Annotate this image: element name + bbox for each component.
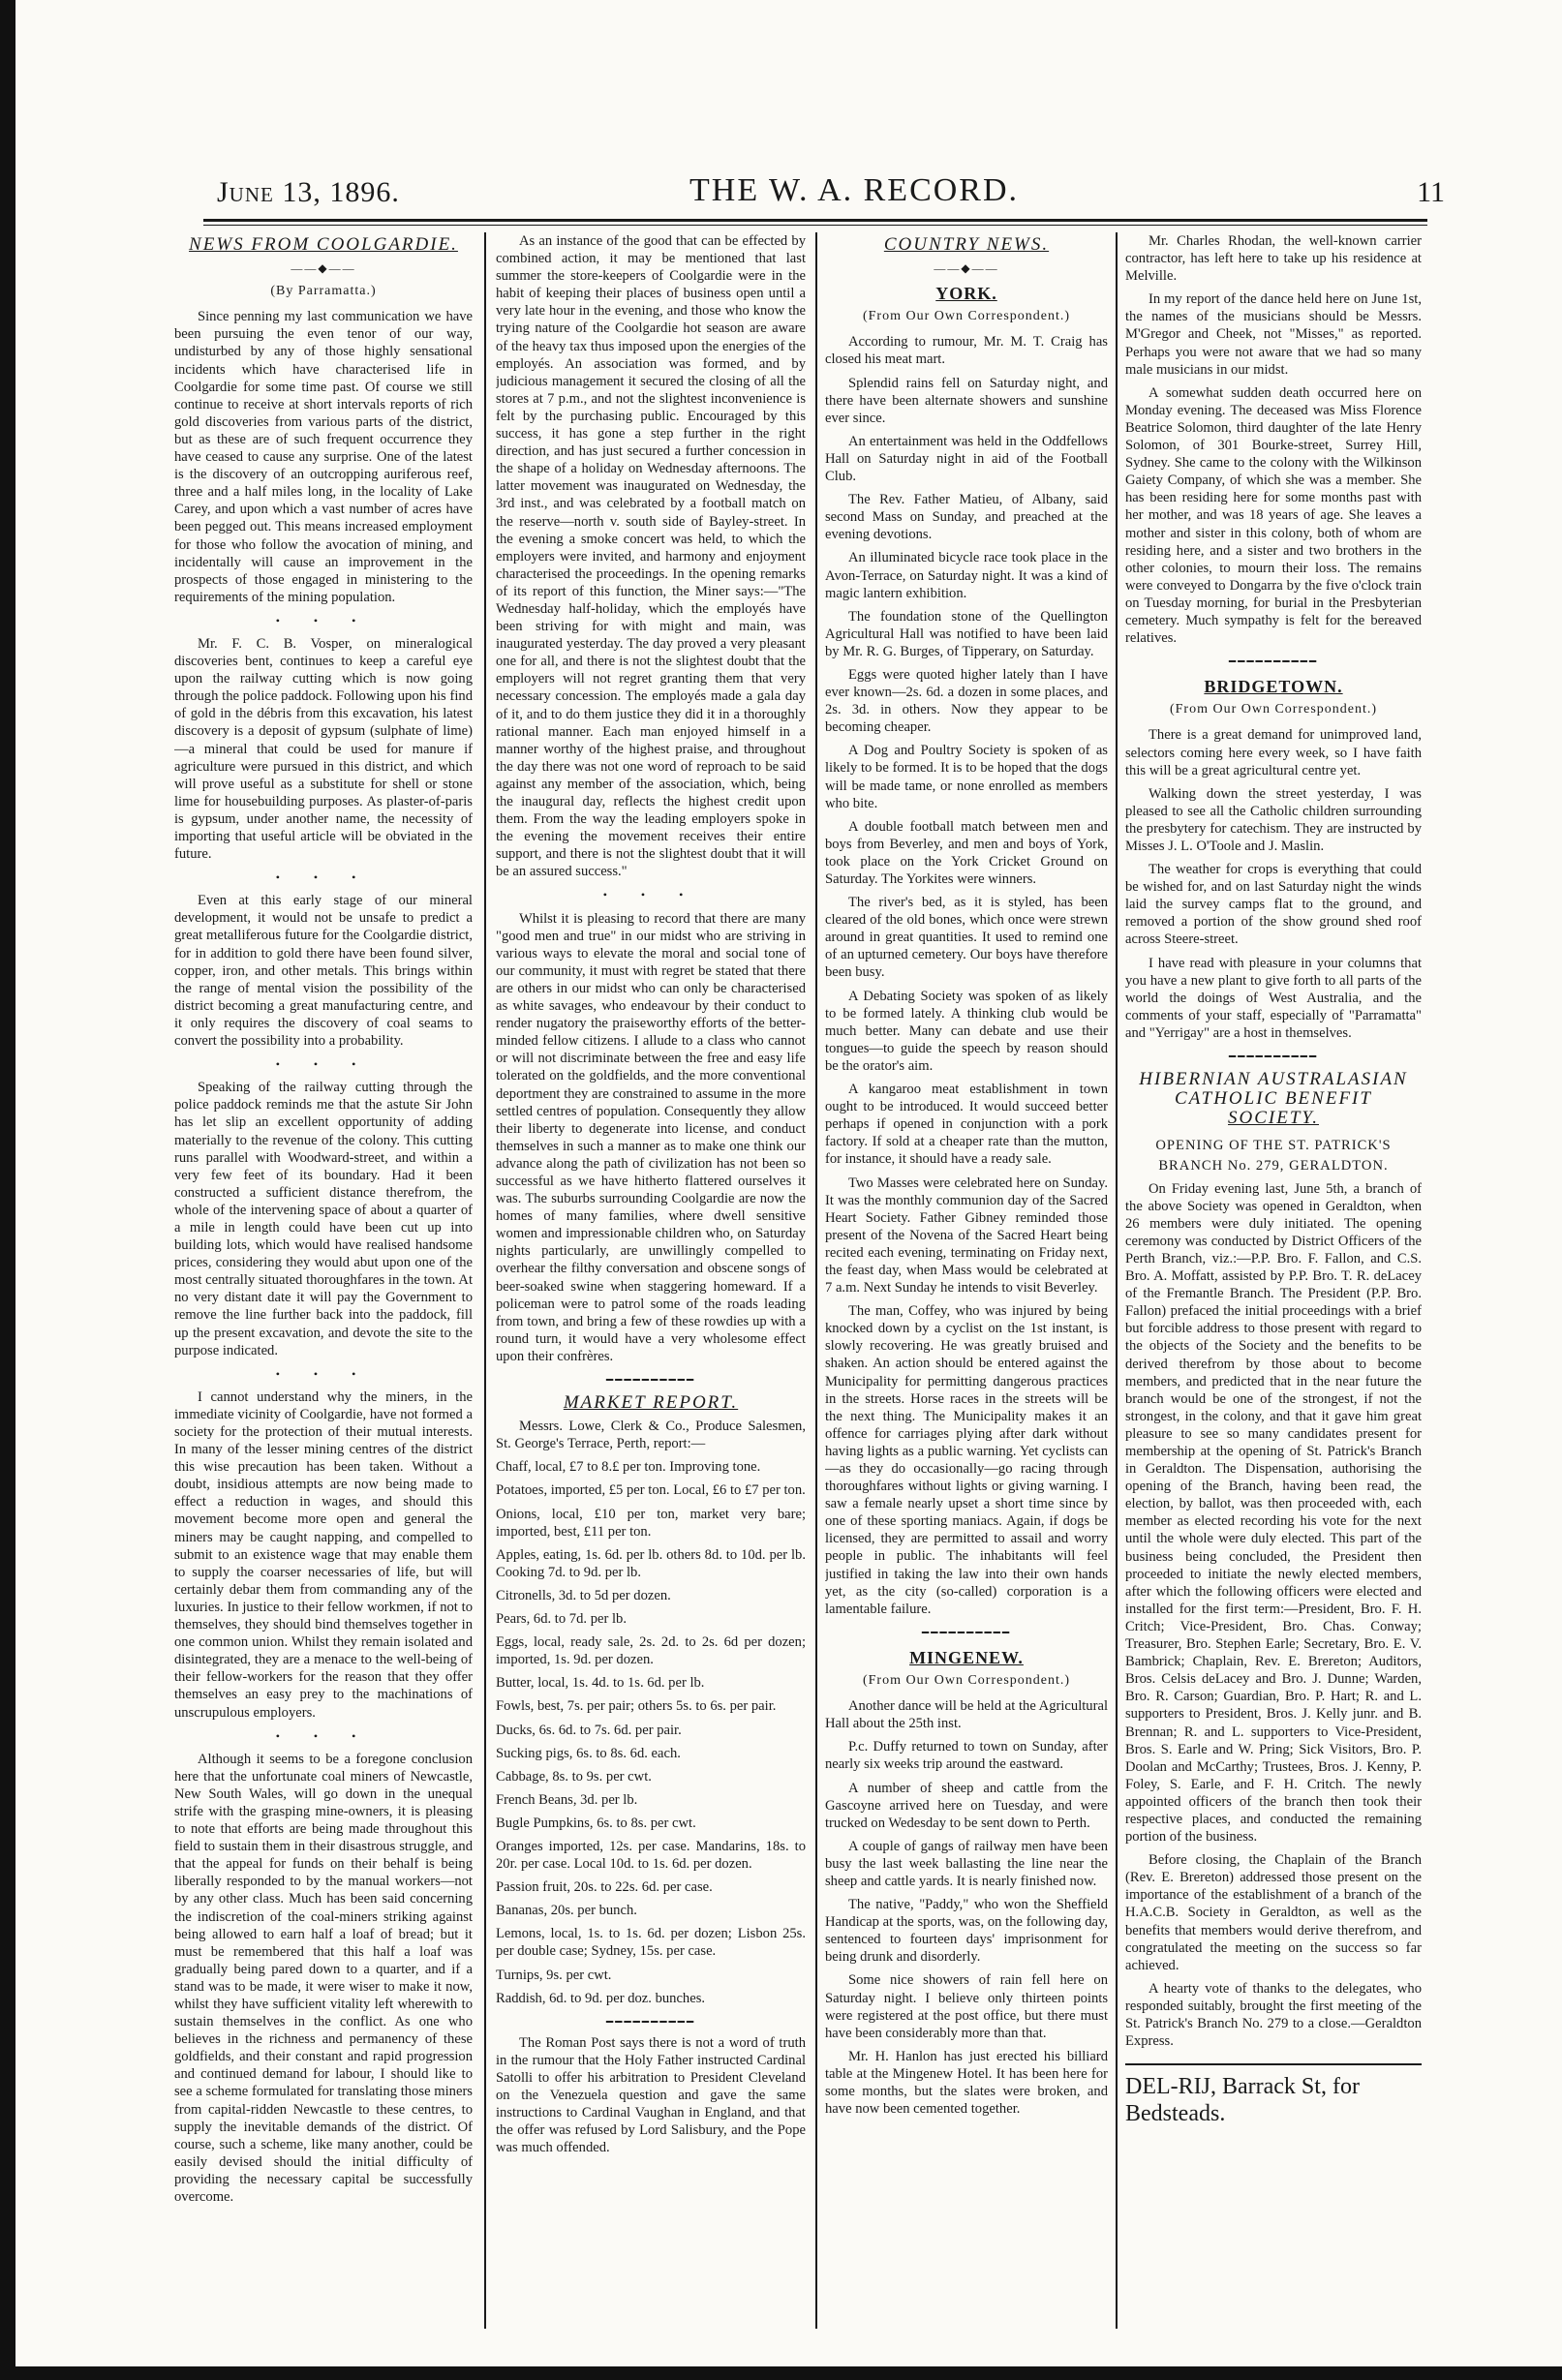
market-price-line: Apples, eating, 1s. 6d. per lb. others 8d. to 10d. per lb. Cooking 7d. to 9d. per lb. [496, 1546, 806, 1580]
market-price-line: Fowls, best, 7s. per pair; others 5s. to 6s. per pair. [496, 1698, 777, 1715]
news-item: Eggs were quoted higher lately than I have ever known—2s. 6d. a dozen in some places, and 2s. 3d. in others. Now they appear to be becoming cheaper. [825, 666, 1108, 736]
news-item: The river's bed, as it is styled, has been cleared of the old bones, which once were strewn around in great quantities. It used to remind one of an upturned cemetery. Our boys have therefore been busy. [825, 895, 1108, 981]
masthead-title: THE W. A. RECORD. [689, 172, 1020, 208]
market-price-line: Butter, local, 1s. 4d. to 1s. 6d. per lb. [496, 1675, 705, 1692]
news-item: Before closing, the Chaplain of the Branch (Rev. E. Brereton) addressed those present on the importance of the establishment of a branch of the H.A.C.B. Society in Geraldton, as well as the benefits that members would derive therefrom, and congratulated the meeting on the success so far achieved. [1125, 1852, 1422, 1973]
market-price-line: Chaff, local, £7 to 8.£ per ton. Improving tone. [496, 1459, 761, 1476]
paragraph: I cannot understand why the miners, in the immediate vicinity of Coolgardie, have not formed a society for the protection of their mutual interests. In many of the lesser mining centres of the district this wise precaution has been taken. Without a doubt, insidious attempts are now being made to effect a reduction in wages, and should this movement become more open and general the miners may be caught napping, and compelled to submit to an existence wage that may enable them to supply the coarser necessaries of life, but will certainly debar them from commanding any of the luxuries. In justice to their fellow workmen, if not to themselves, they should bind themselves together in one common union. Whilst they remain isolated and disintegrated, they are a menace to the well-being of their fellow-workers for the reason that they offer themselves an easy prey to the machinations of unscrupulous employers. [174, 1388, 473, 1721]
news-item: Walking down the street yesterday, I was pleased to see all the Catholic children surrounding the presbytery for catechism. They are instructed by Misses J. L. O'Toole and J. Maslin. [1125, 785, 1422, 854]
paragraph: Since penning my last communication we have been pursuing the even tenor of our way, undisturbed by any of those highly sensational incidents which have characterised life in Coolgardie for some time past. Of course we still continue to receive at short intervals reports of rich gold discoveries from various parts of the district, but as these are of such frequent occurrence they have ceased to cause any surprise. One of the latest is the discovery of an outcropping auriferous reef, three and a half miles long, in the locality of Lake Carey, and upon which a vast number of acres have been pegged out. This means increased employment for those who follow the avocation of mining, and incidentally will cause an improvement in the prospects of those engaged in ministering to the requirements of the mining population. [174, 309, 473, 605]
news-item: A somewhat sudden death occurred here on Monday evening. The deceased was Miss Florence Beatrice Solomon, third daughter of the late Henry Solomon, of 301 Bourke-street, Surrey Hill, Sydney. She came to the colony with the Wilkinson Gaiety Company, of which she was a member. She has been residing here for some months past with her mother, and was 18 years of age. She leaves a mother and sister in this colony, both of whom are residing here, and a sister and two brothers in the other colonies, to mourn their loss. The remains were conveyed to Dongarra by the five o'clock train on Tuesday morning, for burial in the Presbyterian cemetery. Much sympathy is felt for the bereaved relatives. [1125, 384, 1422, 647]
paragraph: Even at this early stage of our mineral development, it would not be unsafe to predict a great metalliferous future for the Coolgardie district, for in addition to gold there have been found silver, copper, iron, and other metals. This brings within the range of mental vision the possibility of the district becoming a great manufacturing centre, and it only requires the discovery of coal seams to convert the possibility into a probability. [174, 893, 473, 1050]
divider: ━━━━━━━━━━ [1228, 1050, 1319, 1064]
section-break: • • • [275, 1366, 372, 1381]
society-report [1125, 1180, 1422, 2051]
market-price-line: Lemons, local, 1s. to 1s. 6d. per dozen; Lisbon 25s. per double case; Sydney, 15s. per case. [496, 1926, 806, 1960]
news-item: An illuminated bicycle race took place in the Avon-Terrace, on Saturday night. It was a kind of magic lantern exhibition. [825, 550, 1108, 601]
mingenew-items [825, 1697, 1108, 2118]
market-price-line: French Beans, 3d. per lb. [496, 1791, 638, 1808]
news-item: The man, Coffey, who was injured by being knocked down by a cyclist on the 1st instant, is slowly recovering. He was greatly bruised and shaken. An action should be entered against the Municipality for permitting dangerous practices in the streets. Horse races in the streets will be the next thing. The Municipality makes it an offence for carriages plying after dark without having lights as a public warning. Yet cyclists can—as they do occasionally—go racing through thoroughfares without lights or giving warning. I saw a female nearly upset a short time since by one of these sporting maniacs. Again, if dogs be licensed, they are permitted to assail and worry people in public. The inhabitants will feel justified in taking the law into their own hands yet, as the city (so-called) corporation is a lamentable failure. [825, 1303, 1108, 1617]
market-report-title: MARKET REPORT. [563, 1392, 739, 1414]
market-intro: Messrs. Lowe, Clerk & Co., Produce Salesmen, St. George's Terrace, Perth, report:— [496, 1419, 806, 1452]
column-1 [174, 232, 473, 2324]
news-item: The Rev. Father Matieu, of Albany, said second Mass on Sunday, and preached at the evening devotions. [825, 492, 1108, 543]
market-price-line: Sucking pigs, 6s. to 8s. 6d. each. [496, 1745, 681, 1761]
advertisement: DEL-RIJ, Barrack St, for Bedsteads. [1125, 2063, 1422, 2127]
issue-date: June 13, 1896. [217, 176, 400, 208]
news-item: The foundation stone of the Quellington Agricultural Hall was notified to have been laid by Mr. R. G. Burges, of Tipperary, on Saturday. [825, 608, 1108, 659]
news-item: Splendid rains fell on Saturday night, and there have been alternate showers and sunshine ever since. [825, 375, 1108, 426]
news-item: Some nice showers of rain fell here on Saturday night. I believe only thirteen points were registered at the post office, but there must have been considerably more than that. [825, 1972, 1108, 2041]
news-item: A double football match between men and boys from Beverley, and men and boys of York, took place on the York Cricket Ground on Saturday. The Yorkites were winners. [825, 818, 1108, 887]
paragraph: Mr. F. C. B. Vosper, on mineralogical discoveries bent, continues to keep a careful eye upon the railway cutting which is now going through the police paddock. Following upon his find of gold in the débris from this excavation, his latest discovery is a deposit of gypsum (sulphate of lime)—a mineral that could be used for manure if agriculture were pursued in this district, and which will prove useful as a substitute for shell or stone lime for housebuilding purposes. As plaster-of-paris is gypsum, under another name, the necessity of importing that useful article will be obviated in the future. [174, 635, 473, 863]
market-price-line: Ducks, 6s. 6d. to 7s. 6d. per pair. [496, 1722, 682, 1738]
article-byline: (By Parramatta.) [270, 284, 377, 299]
news-item: Mr. H. Hanlon has just erected his billiard table at the Mingenew Hotel. It has been here for some months, but the slates were broken, and have now been cemented together. [825, 2048, 1108, 2118]
section-break: • • • [602, 888, 699, 902]
news-item: There is a great demand for unimproved land, selectors coming here every week, so I have faith this will be a great agricultural centre yet. [1125, 727, 1422, 778]
bridgetown-items [1125, 726, 1422, 1042]
news-item: A Dog and Poultry Society is spoken of as likely to be formed. It is to be hoped that the dogs will be made tame, or none enrolled as members who bite. [825, 743, 1108, 811]
news-item: A Debating Society was spoken of as likely to be formed lately. A thinking club would be much better. Many can debate and use their tongues—to guide the speech by reason should be the orator's aim. [825, 988, 1108, 1074]
market-price-line: Pears, 6d. to 7d. per lb. [496, 1611, 627, 1628]
divider: ━━━━━━━━━━ [605, 1373, 696, 1387]
opening-subhead-line-2: BRANCH No. 279, GERALDTON. [1158, 1157, 1389, 1174]
news-item: On Friday evening last, June 5th, a branch of the above Society was opened in Geraldton, when 26 members were duly initiated. The opening ceremony was conducted by District Officers of the Perth Branch, viz.:—P.P. Bro. F. Fallon, and C.S. Bro. A. Moffatt, assisted by P.P. Bro. T. R. deLacey of the Fremantle Branch. The President (P.P. Bro. Fallon) prefaced the initial proceedings with a brief but forcible address to those present with regard to the objects of the Society and the benefits to be derived therefrom by those about to become members, and predicted that in the near future the branch would be one of the strongest, if not the strongest, in the colony, and that it gave him great pleasure to see so many candidates present for membership at the opening of St. Patrick's Branch in Geraldton. The Dispensation, authorising the opening of the Branch, having been read, the election, by ballot, was then proceeded with, each member as elected recording his vote for the next until the whole were duly elected. This part of the business being concluded, the President then proceeded to initiate the newly elected members, after which the following officers were elected and installed for the first term:—President, Bro. F. H. Critch; Vice-President, Bro. Chas. Conway; Treasurer, Bro. Stephen Earle; Secretary, Bro. E. V. Bambrick; Chaplain, Rev. E. Brereton; Auditors, Bros. Celsis deLacey and Bro. J. Dunne; Warden, Bro. R. Carson; Guardian, Bro. P. Hart; R. and L. supporters to President, Bros. J. Kelly junr. and B. Brennan; R. and L. supporters to Vice-President, Bros. S. Earle and W. Pring; Sick Visitors, Bro. P. Doolan and McCarthy; Trustees, Bros. J. Kenny, P. Foley, S. Earle, and F. H. Critch. The newly appointed officers of the branch then took their respective places, and conducted the remaining portion of the business. [1125, 1180, 1422, 1846]
ornament-rule: ——◆—— [934, 261, 999, 276]
news-item: A couple of gangs of railway men have been busy the last week ballasting the line near the sheep and cattle yards. It is nearly finished now. [825, 1838, 1108, 1889]
news-item: The weather for crops is everything that could be wished for, and on last Saturday night the winds laid the survey camps flat to the ground, and removed a portion of the show ground shed roof across Steere-street. [1125, 862, 1422, 948]
market-price-line: Citronells, 3d. to 5d per dozen. [496, 1587, 671, 1603]
news-item: Two Masses were celebrated here on Sunday. It was the monthly communion day of the Sacred Heart Society. Father Gibney reminded those present of the Novena of the Sacred Heart being recited each evening, terminating on Friday next, the feast day, when Mass would be celebrated at 7 a.m. Next Sunday he intends to visit Beverley. [825, 1175, 1108, 1297]
column-rule-3 [1116, 232, 1118, 2329]
york-heading: YORK. [935, 284, 997, 304]
market-price-list [496, 1458, 806, 2006]
news-item: Mr. Charles Rhodan, the well-known carrier contractor, has left here to take up his residence at Melville. [1125, 233, 1422, 285]
market-price-line: Turnips, 9s. per cwt. [496, 1967, 612, 1983]
divider: ━━━━━━━━━━ [921, 1625, 1012, 1639]
paragraph: The Roman Post says there is not a word of truth in the rumour that the Holy Father instructed Cardinal Satolli to offer his arbitration to President Cleveland on the Venezuela question and gave the same instructions to Cardinal Vaughan in England, and that the offer was refused by Lord Salisbury, and the Pope was much offended. [496, 2034, 806, 2156]
society-heading-line-1: HIBERNIAN AUSTRALASIAN [1139, 1069, 1408, 1090]
news-item: According to rumour, Mr. M. T. Craig has closed his meat mart. [825, 334, 1108, 368]
market-price-line: Cabbage, 8s. to 9s. per cwt. [496, 1768, 652, 1785]
news-item: The native, "Paddy," who won the Sheffield Handicap at the sports, was, on the following day, sentenced to fourteen days' imprisonment for being drunk and disorderly. [825, 1897, 1108, 1966]
scan-border-bottom [0, 2366, 1562, 2380]
column-rule-2 [815, 232, 817, 2329]
mingenew-byline: (From Our Own Correspondent.) [862, 1673, 1071, 1689]
news-item: A number of sheep and cattle from the Gascoyne arrived here on Tuesday, and were trucked on Wedesday to be sent down to Perth. [825, 1780, 1108, 1831]
paragraph: Although it seems to be a foregone conclusion here that the unfortunate coal miners of Newcastle, New South Wales, will go down in the unequal strife with the grasping mine-owners, it is pleasing to note that efforts are being made throughout this field to sustain them in their disastrous struggle, and that the appeal for funds on their behalf is being liberally responded to by the manual workers—not by any other class. Much has been said concerning the indiscretion of the coal-miners striking against being allowed to earn half a loaf of bread; but it must be remembered that this half a loaf was gradually being pared down to a quarter, and if a stand was to be made, it were wiser to make it now, whilst they have sufficient vitality left wherewith to sustain themselves in the conflict. As one who believes in the richness and permanency of these goldfields, and their constant and rapid progression and continued demand for labour, I should like to see a scheme formulated for translating those miners from capital-ridden Newcastle to these centres, to supply the inevitable demands of the district. Of course, such a scheme, like many another, could be easily devised should the initial difficulty of providing the necessary capital be successfully overcome. [174, 1751, 473, 2206]
ornament-rule: ——◆—— [291, 261, 356, 276]
bridgetown-byline: (From Our Own Correspondent.) [1169, 702, 1378, 717]
market-price-line: Bugle Pumpkins, 6s. to 8s. per cwt. [496, 1815, 696, 1831]
opening-subhead-line-1: OPENING OF THE ST. PATRICK'S [1155, 1138, 1392, 1154]
section-break: • • • [275, 1057, 372, 1072]
paragraph: As an instance of the good that can be effected by combined action, it may be mentioned that last summer the store-keepers of Coolgardie were in the habit of keeping their places of business open until a very late hour in the evening, and those who know the trying nature of the Coolgardie hot season are aware of the heavy tax thus imposed upon the energies of the employés. An association was formed, and by judicious management it secured the closing of all the stores at 7 p.m., and not the slightest inconvenience is felt by the purchasing public. Encouraged by this success, it has gone a step further in the right direction, and has just secured a further concession in the shape of a holiday on Wednesday afternoons. The latter movement was inaugurated on Wednesday, the 3rd inst., and was celebrated by a football match on the reserve—north v. south side of Bayley-street. In the evening a smoke concert was held, to which the employers were invited, and harmony and enjoyment characterised the proceedings. In the opening remarks of its report of this function, the Miner says:—"The Wednesday half-holiday, which the employés have been striving for with might and main, was inaugurated yesterday. The day proved a very pleasant one for all, and there is not the slightest doubt that the employers will not regret granting them that very necessary concession. The employés made a gala day of it, and to do them justice they did it in a thoroughly rational manner. Each man enjoyed himself in a manner worthy of the highest praise, and throughout the day there was not one word of reproach to be said against any member of the association, which, being the inaugural day, reflects the highest credit upon them. From the way the leading employers spoke in the evening the movement receives their entire support, and there is not the slightest doubt that it will be an assured success." [496, 233, 806, 880]
mingenew-continued [1125, 232, 1422, 647]
section-title: COUNTRY NEWS. [883, 234, 1050, 255]
market-price-line: Onions, local, £10 per ton, market very bare; imported, best, £11 per ton. [496, 1506, 806, 1540]
header-rule-thin [203, 225, 1427, 226]
paragraph: Speaking of the railway cutting through the police paddock reminds me that the astute Sir John has let slip an excellent opportunity of adding materially to the revenue of the colony. This cutting runs parallel with Woodward-street, and within a very few feet of its boundary. Had it been constructed a sufficient distance therefrom, the whole of the intervening space of about a quarter of a mile in length could have been cut up into building lots, which would have realised handsome prices, considering they would abut upon one of the most centrally situated thoroughfares in the town. At no very distant date it will pay the Government to remove the line further back into the paddock, fill up the present excavation, and devote the site to the purpose indicated. [174, 1080, 473, 1358]
market-price-line: Oranges imported, 12s. per case. Mandarins, 18s. to 20r. per case. Local 10d. to 1s. 6d. per dozen. [496, 1838, 806, 1873]
divider: ━━━━━━━━━━ [605, 2014, 696, 2029]
news-item: In my report of the dance held here on June 1st, the names of the musicians should be Messrs. M'Gregor and Cheek, not "Misses," as reported. Perhaps you were not aware that we had so many male musicians in our midst. [1125, 291, 1422, 378]
news-item: P.c. Duffy returned to town on Sunday, after nearly six weeks trip around the eastward. [825, 1739, 1108, 1773]
header-rule [203, 219, 1427, 222]
section-break: • • • [275, 1728, 372, 1743]
column-4 [1125, 232, 1422, 2324]
market-price-line: Bananas, 20s. per bunch. [496, 1903, 637, 1919]
bridgetown-heading: BRIDGETOWN. [1204, 677, 1343, 697]
market-price-line: Passion fruit, 20s. to 22s. 6d. per case. [496, 1879, 713, 1896]
news-item: A hearty vote of thanks to the delegates, who responded suitably, brought the first meeting of the St. Patrick's Branch No. 279 to a close.—Geraldton Express. [1125, 1980, 1422, 2050]
section-break: • • • [275, 870, 372, 885]
market-price-line: Eggs, local, ready sale, 2s. 2d. to 2s. 6d per dozen; imported, 1s. 9d. per dozen. [496, 1634, 806, 1668]
york-items [825, 333, 1108, 1617]
column-2 [496, 232, 806, 2324]
column-rule-1 [484, 232, 486, 2329]
news-item: An entertainment was held in the Oddfellows Hall on Saturday night in aid of the Football Club. [825, 433, 1108, 485]
paragraph: Whilst it is pleasing to record that there are many "good men and true" in our midst who are striving in various ways to elevate the moral and social tone of our community, it must with regret be stated that there are others in our midst who can only be characterised as white savages, who endeavour by their conduct to render nugatory the praiseworthy efforts of the better-minded fellow citizens. I allude to a class who cannot or will not discriminate between the free and easy life tolerated on the goldfields, and the more conventional deportment they are constrained to assume in the more settled centres of population. Consequently they allow their liberty to degenerate into license, and conduct themselves in such a manner as to make one think our advance along the path of civilization has not been so successful as we have hitherto flattered ourselves it was. The suburbs surrounding Coolgardie are now the homes of many families, where dwell sensitive women and impressionable children who, on Saturday nights particularly, are unwillingly compelled to overhear the filthy conversation and obscene songs of beer-soaked swine when staggering homeward. If a policeman were to patrol some of the roads leading from town, and bring a few of these rowdies up with a round turn, it would have a very wholesome effect upon their confrères. [496, 910, 806, 1364]
market-price-line: Potatoes, imported, £5 per ton. Local, £6 to £7 per ton. [496, 1482, 806, 1499]
scan-border-left [0, 0, 15, 2380]
news-item: A kangaroo meat establishment in town ought to be introduced. It would succeed better perhaps if opened in conjunction with a pork factory. If sold at a cheaper rate than the mutton, for instance, it should have a ready sale. [825, 1082, 1108, 1168]
society-heading-line-3: SOCIETY. [1228, 1108, 1319, 1129]
section-break: • • • [275, 613, 372, 627]
column-3 [825, 232, 1108, 2324]
page-number: 11 [1417, 176, 1445, 208]
mingenew-heading: MINGENEW. [909, 1647, 1024, 1667]
divider: ━━━━━━━━━━ [1228, 655, 1319, 669]
article-title: NEWS FROM COOLGARDIE. [189, 234, 458, 255]
market-price-line: Raddish, 6d. to 9d. per doz. bunches. [496, 1990, 706, 2006]
society-heading-line-2: CATHOLIC BENEFIT [1175, 1088, 1372, 1110]
news-item: I have read with pleasure in your columns that you have a new plant to give forth to all parts of the world the doings of West Australia, and the comments of your staff, especially of "Parramatta" and "Yerrigay" are a host in themselves. [1125, 955, 1422, 1041]
york-byline: (From Our Own Correspondent.) [862, 309, 1071, 324]
page-header [205, 163, 1445, 221]
news-item: Another dance will be held at the Agricultural Hall about the 25th inst. [825, 1698, 1108, 1732]
